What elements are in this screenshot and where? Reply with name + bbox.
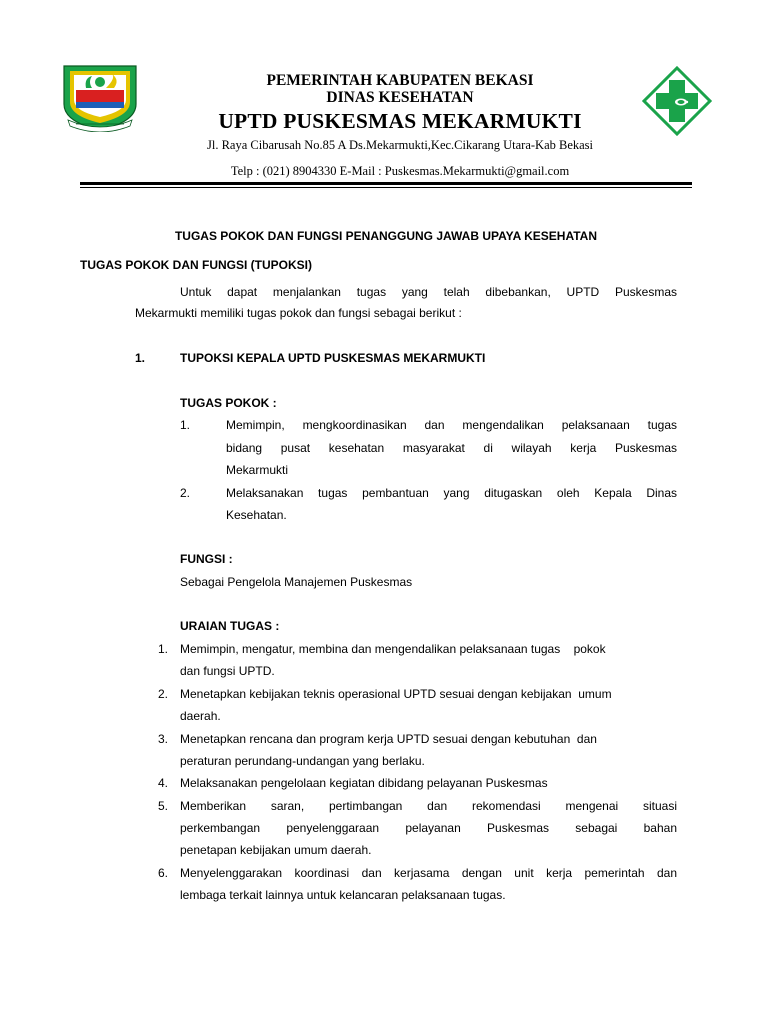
document-title: TUGAS POKOK DAN FUNGSI PENANGGUNG JAWAB UPAYA KESEHATAN: [174, 229, 598, 243]
uraian-line: Melaksanakan pengelolaan kegiatan dibidang pelayanan Puskesmas: [180, 776, 548, 790]
uraian-tugas-label: URAIAN TUGAS :: [180, 619, 280, 633]
uraian-line: Menetapkan kebijakan teknis operasional UPTD sesuai dengan kebijakan umum: [180, 687, 612, 701]
uraian-line: Menetapkan rencana dan program kerja UPTD sesuai dengan kebutuhan dan: [180, 732, 597, 746]
uraian-line: dan fungsi UPTD.: [180, 664, 275, 678]
tugas-pokok-line: Mekarmukti: [226, 463, 289, 477]
uraian-line: lembaga terkait lainnya untuk kelancaran pelaksanaan tugas.: [180, 888, 506, 902]
puskesmas-green-cross-icon: [642, 66, 712, 136]
uraian-number: 6.: [158, 866, 169, 880]
uraian-line: peraturan perundang-undangan yang berlaku.: [180, 754, 425, 768]
uraian-number: 3.: [158, 732, 169, 746]
institution-name: UPTD PUSKESMAS MEKARMUKTI: [218, 109, 582, 133]
department-name: DINAS KESEHATAN: [326, 89, 474, 106]
uraian-number: 2.: [158, 687, 169, 701]
tugas-pokok-line: Memimpin, mengkoordinasikan dan mengendalikan pelaksanaan tugas: [226, 418, 677, 432]
uraian-line: Menyelenggarakan koordinasi dan kerjasama dengan unit kerja pemerintah dan: [180, 866, 677, 880]
document-subtitle: TUGAS POKOK DAN FUNGSI (TUPOKSI): [80, 258, 313, 272]
tugas-pokok-number: 1.: [180, 418, 191, 432]
tugas-pokok-label: TUGAS POKOK :: [180, 396, 277, 410]
kabupaten-bekasi-emblem-icon: [60, 62, 140, 132]
header-divider-thin: [80, 187, 692, 188]
tugas-pokok-line: Melaksanakan tugas pembantuan yang ditugaskan oleh Kepala Dinas: [226, 486, 677, 500]
contact-line: Telp : (021) 8904330 E-Mail : Puskesmas.Mekarmukti@gmail.com: [230, 164, 570, 178]
intro-line-2: Mekarmukti memiliki tugas pokok dan fungsi sebagai berikut :: [135, 306, 462, 320]
uraian-number: 5.: [158, 799, 169, 813]
header-divider-thick: [80, 182, 692, 185]
address-line: Jl. Raya Cibarusah No.85 A Ds.Mekarmukti,Kec.Cikarang Utara-Kab Bekasi: [206, 138, 594, 152]
letterhead: [150, 72, 650, 179]
uraian-number: 1.: [158, 642, 169, 656]
uraian-line: Memberikan saran, pertimbangan dan rekomendasi mengenai situasi: [180, 799, 677, 813]
section-number: 1.: [135, 351, 146, 365]
tugas-pokok-line: Kesehatan.: [226, 508, 287, 522]
uraian-line: Memimpin, mengatur, membina dan mengendalikan pelaksanaan tugas pokok: [180, 642, 606, 656]
fungsi-text: Sebagai Pengelola Manajemen Puskesmas: [180, 575, 413, 589]
uraian-line: perkembangan penyelenggaraan pelayanan Puskesmas sebagai bahan: [180, 821, 677, 835]
uraian-line: penetapan kebijakan umum daerah.: [180, 843, 372, 857]
uraian-line: daerah.: [180, 709, 221, 723]
tugas-pokok-number: 2.: [180, 486, 191, 500]
government-name: PEMERINTAH KABUPATEN BEKASI: [266, 72, 534, 89]
fungsi-label: FUNGSI :: [180, 552, 233, 566]
tugas-pokok-line: bidang pusat kesehatan masyarakat di wilayah kerja Puskesmas: [226, 441, 677, 455]
intro-line-1: Untuk dapat menjalankan tugas yang telah dibebankan, UPTD Puskesmas: [180, 285, 677, 299]
uraian-number: 4.: [158, 776, 169, 790]
section-heading: TUPOKSI KEPALA UPTD PUSKESMAS MEKARMUKTI: [180, 351, 486, 365]
